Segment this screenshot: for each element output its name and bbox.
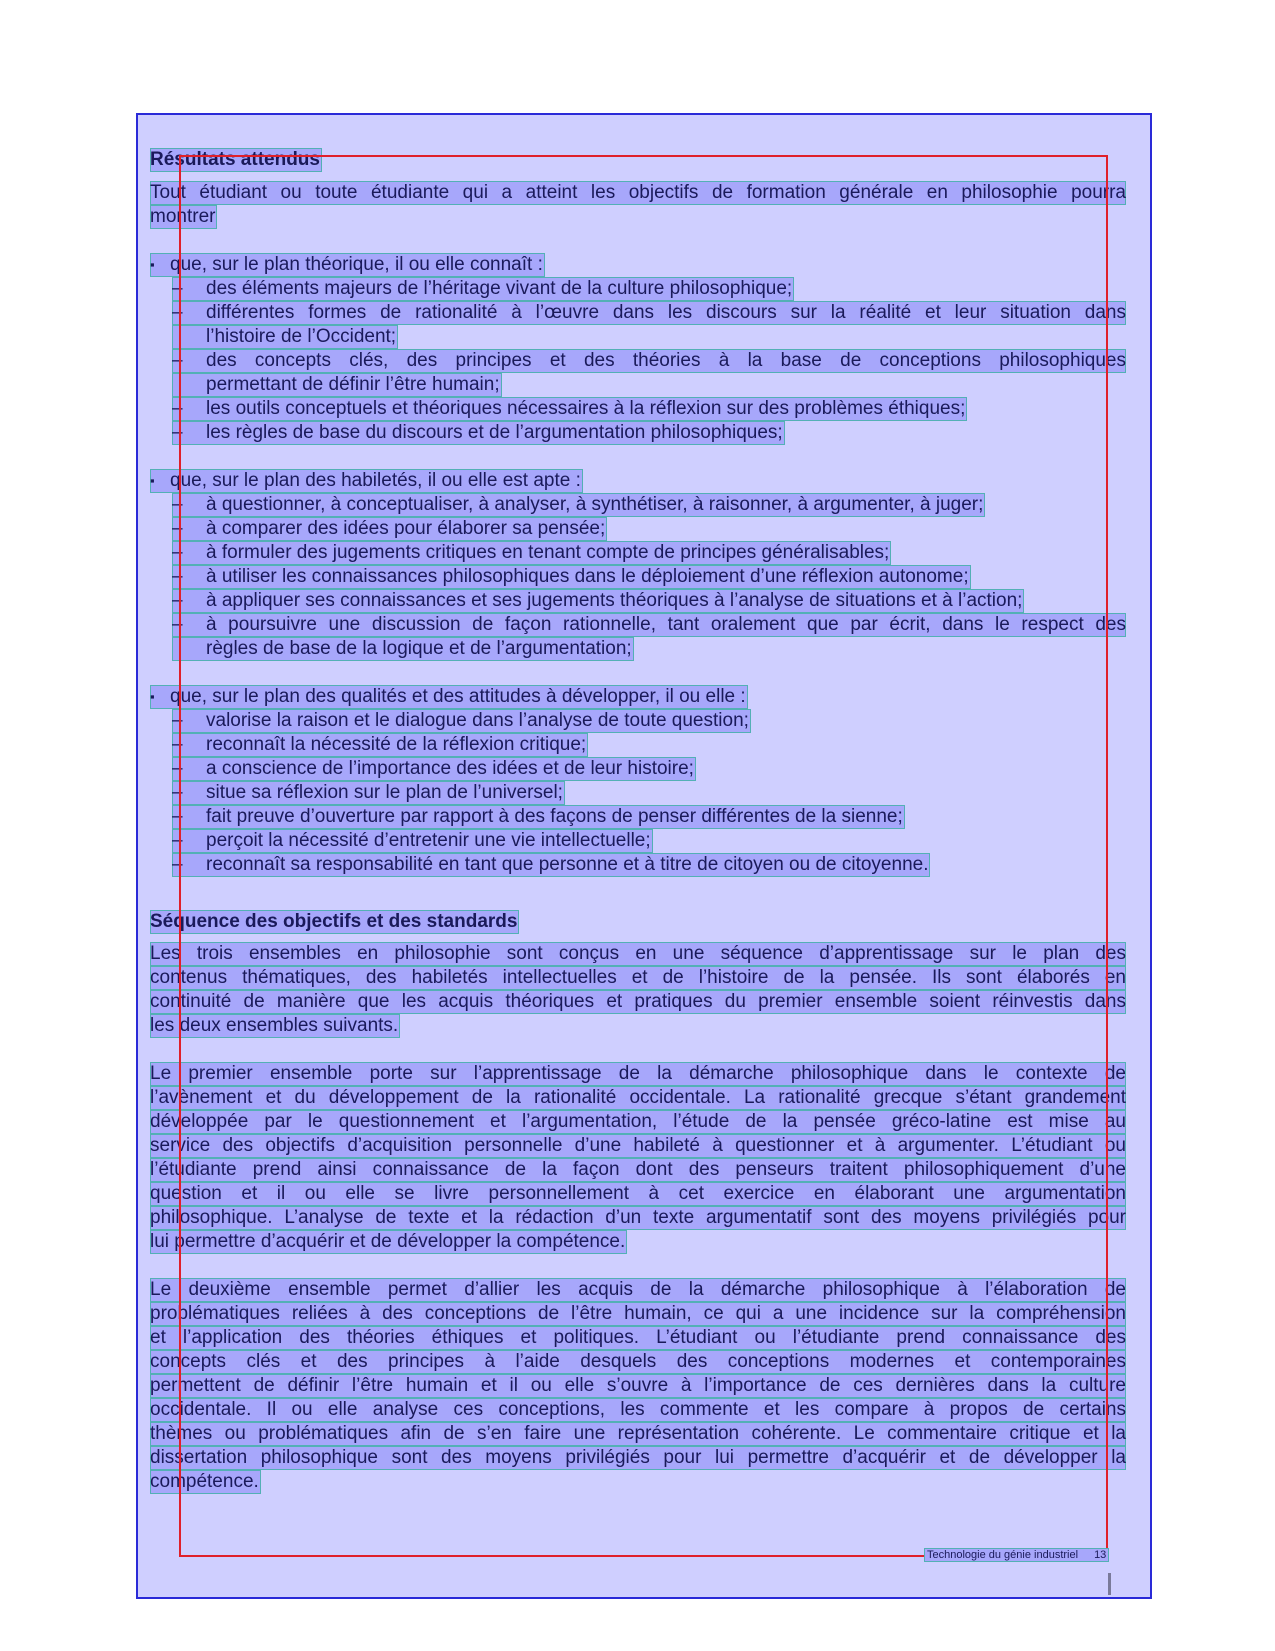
paragraph [150, 1278, 1126, 1494]
paragraph [150, 1062, 1126, 1254]
bullet-lead [150, 685, 748, 709]
list-item [172, 397, 967, 421]
list-item-text: les outils conceptuels et théoriques nécessaires à la réflexion sur des problèmes éthiques; [206, 398, 966, 419]
paragraph-line: développée par le questionnement et l’argumentation, l’étude de la pensée gréco-latine est mise au [150, 1111, 1126, 1132]
list-item-text: différentes formes de rationalité à l’œuvre dans les discours sur la réalité et leur situation dans [206, 302, 1126, 323]
dash-icon: – [172, 278, 183, 299]
list-item-text: à poursuivre une discussion de façon rationnelle, tant oralement que par écrit, dans le respect des [206, 614, 1126, 635]
paragraph-line: dissertation philosophique sont des moyens privilégiés pour lui permettre d’acquérir et de développer la [150, 1447, 1126, 1468]
dash-icon: – [172, 398, 183, 419]
section-heading-sequence: Séquence des objectifs et des standards [150, 911, 518, 932]
bullet-lead-text: que, sur le plan des habiletés, il ou elle est apte : [170, 470, 581, 491]
list-item-text: à comparer des idées pour élaborer sa pensée; [206, 518, 606, 539]
paragraph-line: compétence. [150, 1471, 259, 1492]
list-item-text: situe sa réflexion sur le plan de l’universel; [206, 782, 563, 803]
list-item [172, 709, 751, 733]
list-item [172, 757, 696, 781]
list-item-text: les règles de base du discours et de l’argumentation philosophiques; [206, 422, 783, 443]
document-body [150, 148, 1126, 1518]
dash-icon: – [172, 758, 183, 779]
list-item-continuation [172, 373, 502, 397]
square-bullet-icon: ▪ [150, 257, 155, 272]
paragraph-line: thèmes ou problématiques afin de s’en faire une représentation cohérente. Le commentaire critique et la [150, 1423, 1126, 1444]
dash-icon: – [172, 806, 183, 827]
dash-icon: – [172, 734, 183, 755]
paragraph-line: l’avènement et du développement de la rationalité occidentale. La rationalité grecque s’étant grandement [150, 1087, 1126, 1108]
bullet-group-skills [150, 469, 1126, 661]
list-item-text: reconnaît la nécessité de la réflexion critique; [206, 734, 587, 755]
list-item-continuation [172, 637, 634, 661]
square-bullet-icon: ▪ [150, 473, 155, 488]
dash-icon: – [172, 542, 183, 563]
dash-icon: – [172, 518, 183, 539]
paragraph-line: continuité de manière que les acquis théoriques et pratiques du premier ensemble soient réinvestis dans [150, 991, 1126, 1012]
paragraph [150, 942, 1126, 1038]
intro-line: montrer [150, 206, 216, 227]
paragraph-line: l’étudiante prend ainsi connaissance de la façon dont des penseurs traitent philosophiquement d’une [150, 1159, 1126, 1180]
dash-icon: – [172, 566, 183, 587]
list-item-text: perçoit la nécessité d’entretenir une vie intellectuelle; [206, 830, 651, 851]
list-item [172, 853, 930, 877]
list-item-text: l’histoire de l’Occident; [206, 326, 397, 347]
list-item-text: règles de base de la logique et de l’argumentation; [206, 638, 632, 659]
paragraph-line: problématiques reliées à des conceptions de l’être humain, ce qui a une incidence sur la compréhension [150, 1303, 1126, 1324]
bullet-lead [150, 253, 545, 277]
list-item [172, 781, 565, 805]
dash-icon: – [172, 830, 183, 851]
dash-icon: – [172, 782, 183, 803]
page-footer [924, 1548, 1109, 1562]
list-item-text: à utiliser les connaissances philosophiques dans le déploiement d’une réflexion autonome; [206, 566, 969, 587]
list-item-text: a conscience de l’importance des idées et de leur histoire; [206, 758, 694, 779]
paragraph-line: concepts clés et des principes à l’aide desquels des conceptions modernes et contemporaines [150, 1351, 1126, 1372]
bullet-group-theory [150, 253, 1126, 445]
paragraph-line: lui permettre d’acquérir et de développer la compétence. [150, 1231, 626, 1252]
intro-paragraph [150, 181, 1126, 229]
list-item [172, 349, 1126, 373]
list-item-text: à appliquer ses connaissances et ses jugements théoriques à l’analyse de situations et à l’action; [206, 590, 1023, 611]
list-item-text: valorise la raison et le dialogue dans l’analyse de toute question; [206, 710, 749, 731]
list-item [172, 805, 905, 829]
section-heading-results: Résultats attendus [150, 149, 320, 170]
list-item-text: des éléments majeurs de l’héritage vivant de la culture philosophique; [206, 278, 793, 299]
bullet-lead-text: que, sur le plan des qualités et des attitudes à développer, il ou elle : [170, 686, 746, 707]
dash-icon: – [172, 614, 183, 635]
list-item [172, 517, 607, 541]
list-item [172, 421, 785, 445]
paragraph-line: Le deuxième ensemble permet d’allier les acquis de la démarche philosophique à l’élaboration de [150, 1279, 1126, 1300]
paragraph-line: contenus thématiques, des habiletés intellectuelles et de l’histoire de la pensée. Ils sont élaborés en [150, 967, 1126, 988]
list-item [172, 613, 1126, 637]
list-item-text: fait preuve d’ouverture par rapport à des façons de penser différentes de la sienne; [206, 806, 903, 827]
list-item-text: des concepts clés, des principes et des théories à la base de conceptions philosophiques [206, 350, 1126, 371]
dash-icon: – [172, 710, 183, 731]
list-item [172, 733, 588, 757]
list-item [172, 277, 794, 301]
paragraph-line: les deux ensembles suivants. [150, 1015, 399, 1036]
intro-line: Tout étudiant ou toute étudiante qui a atteint les objectifs de formation générale en philosophie pourra [150, 182, 1126, 203]
list-item-text: à formuler des jugements critiques en tenant compte de principes généralisables; [206, 542, 890, 563]
paragraph-line: service des objectifs d’acquisition personnelle d’une habileté à questionner et à argumenter. L’étudiant ou [150, 1135, 1126, 1156]
bullet-lead [150, 469, 583, 493]
paragraph-line: occidentale. Il ou elle analyse ces conceptions, les commente et les compare à propos de certains [150, 1399, 1126, 1420]
bullet-lead-text: que, sur le plan théorique, il ou elle connaît : [170, 254, 543, 275]
paragraph-line: Le premier ensemble porte sur l’apprentissage de la démarche philosophique dans le contexte de [150, 1063, 1126, 1084]
paragraph-line: question et il ou elle se livre personnellement à cet exercice en élaborant une argumentation [150, 1183, 1126, 1204]
dash-icon: – [172, 590, 183, 611]
dash-icon: – [172, 494, 183, 515]
paragraph-line: permettent de définir l’être humain et il ou elle s’ouvre à l’importance de ces dernières dans la culture [150, 1375, 1126, 1396]
list-item [172, 541, 891, 565]
bullet-group-attitudes [150, 685, 1126, 877]
list-item [172, 565, 971, 589]
dash-icon: – [172, 854, 183, 875]
dash-icon: – [172, 302, 183, 323]
list-item [172, 301, 1126, 325]
paragraph-line: Les trois ensembles en philosophie sont conçus en une séquence d’apprentissage sur le plan des [150, 943, 1126, 964]
list-item-text: à questionner, à conceptualiser, à analyser, à synthétiser, à raisonner, à argumenter, à juger; [206, 494, 984, 515]
crop-mark [1108, 1573, 1111, 1595]
footer-program: Technologie du génie industriel [927, 1549, 1079, 1561]
paragraph-line: philosophique. L’analyse de texte et la rédaction d’un texte argumentatif sont des moyens privilégiés pour [150, 1207, 1126, 1228]
dash-icon: – [172, 422, 183, 443]
list-item-continuation [172, 325, 398, 349]
list-item-text: permettant de définir l’être humain; [206, 374, 500, 395]
paragraph-line: et l’application des théories éthiques et politiques. L’étudiant ou l’étudiante prend connaissance des [150, 1327, 1126, 1348]
list-item [172, 493, 985, 517]
page-number: 13 [1094, 1549, 1107, 1561]
list-item [172, 589, 1024, 613]
dash-icon: – [172, 350, 183, 371]
list-item-text: reconnaît sa responsabilité en tant que personne et à titre de citoyen ou de citoyenne. [206, 854, 929, 875]
list-item [172, 829, 653, 853]
square-bullet-icon: ▪ [150, 689, 155, 704]
